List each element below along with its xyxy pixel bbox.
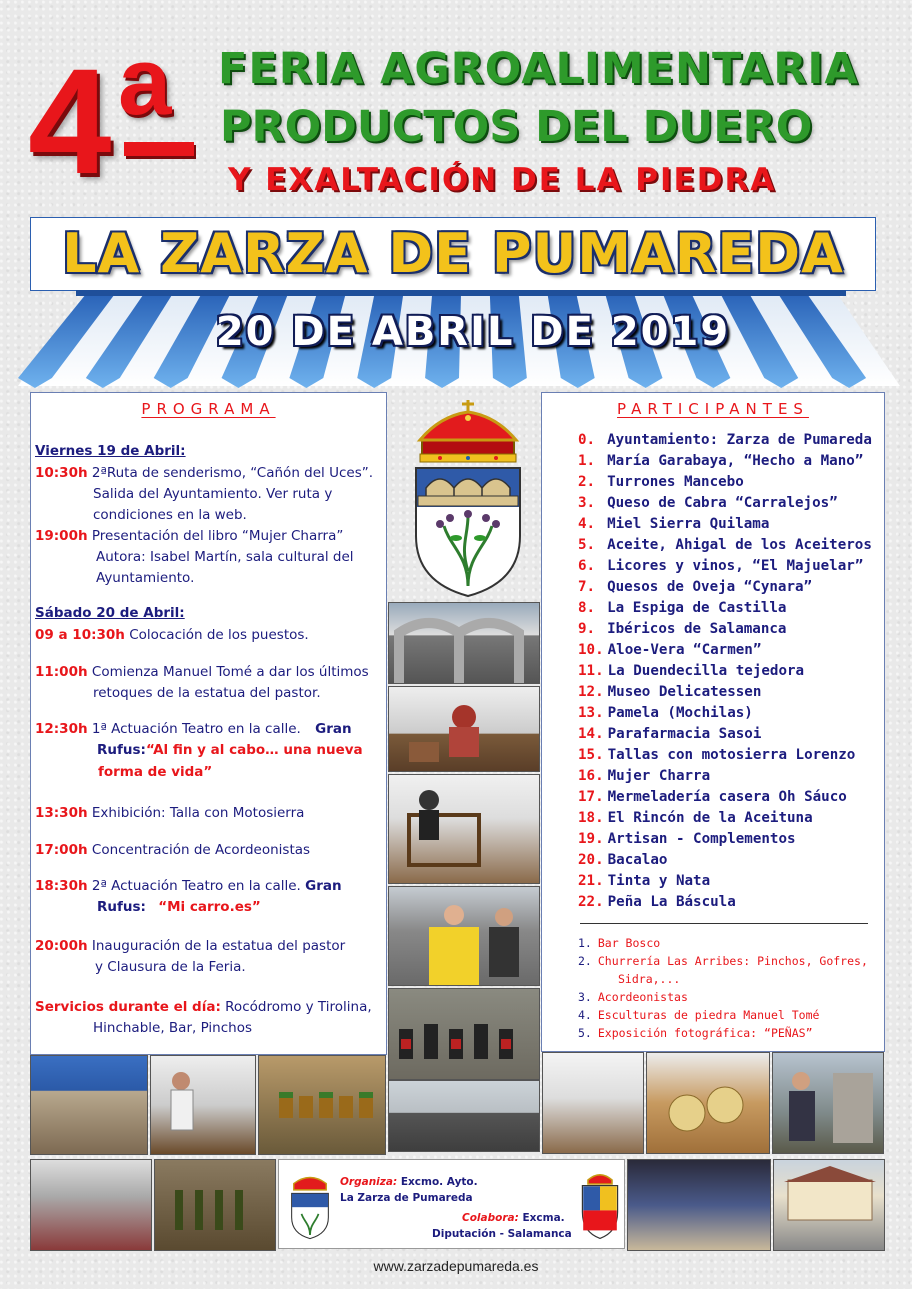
participant-number: 16. — [578, 768, 604, 784]
extra-item — [578, 988, 868, 1006]
participant-item — [578, 493, 872, 514]
colabora-line-2: Diputación - Salamanca — [432, 1228, 572, 1240]
services-line: Servicios durante el día: Rocódromo y Tirolina, — [35, 999, 372, 1015]
participant-number: 9. — [578, 621, 596, 637]
photo-sausages — [30, 1159, 152, 1251]
photo-stone-wall — [388, 1080, 540, 1152]
extra-name: Acordeonistas — [597, 990, 688, 1004]
photo-crowd-accordion — [388, 886, 540, 986]
coat-of-arms — [410, 396, 526, 600]
participant-number: 13. — [578, 705, 604, 721]
participants-list — [578, 430, 872, 913]
participant-name: Parafarmacia Sasoi — [607, 726, 762, 742]
schedule-item: 19:00h Presentación del libro “Mujer Charra” — [35, 528, 344, 544]
photo-weaving-loom — [388, 774, 540, 884]
extra-item — [578, 1006, 868, 1024]
participant-item — [578, 787, 872, 808]
schedule-item-cont: Rufus: “Mi carro.es” — [97, 899, 261, 915]
photo-stone-bridge — [388, 602, 540, 684]
photo-accordionists — [388, 988, 540, 1080]
schedule-item: 17:00h Concentración de Acordeonistas — [35, 842, 311, 858]
participant-name: Quesos de Oveja “Cynara” — [607, 579, 813, 595]
schedule-item: 18:30h 2ª Actuación Teatro en la calle. Gran — [35, 878, 342, 894]
participant-item — [578, 850, 872, 871]
participant-name: Ayuntamiento: Zarza de Pumareda — [607, 432, 872, 448]
participant-item — [578, 577, 872, 598]
saturday-heading: Sábado 20 de Abril: — [35, 605, 185, 621]
diputacion-crest-icon — [580, 1168, 620, 1240]
extra-number: 3. — [578, 990, 592, 1004]
participant-name: El Rincón de la Aceituna — [607, 810, 813, 826]
participant-item — [578, 619, 872, 640]
participant-number: 14. — [578, 726, 604, 742]
participant-number: 21. — [578, 873, 604, 889]
participant-name: La Duendecilla tejedora — [607, 663, 805, 679]
participant-item — [578, 514, 872, 535]
photo-town-hall — [773, 1159, 885, 1251]
town-name: LA ZARZA DE PUMAREDA — [62, 222, 844, 285]
participant-number: 3. — [578, 495, 596, 511]
participant-name: María Garabaya, “Hecho a Mano” — [607, 453, 864, 469]
organiza-line-2: La Zarza de Pumareda — [340, 1192, 473, 1204]
participant-name: Turrones Mancebo — [607, 474, 744, 490]
participant-name: Mujer Charra — [607, 768, 711, 784]
participant-number: 7. — [578, 579, 596, 595]
participant-item — [578, 808, 872, 829]
participant-name: Artisan - Complementos — [607, 831, 796, 847]
participant-number: 5. — [578, 537, 596, 553]
participant-name: Tallas con motosierra Lorenzo — [607, 747, 856, 763]
extra-item — [578, 952, 868, 970]
photo-oil-bottles — [154, 1159, 276, 1251]
participant-name: Pamela (Mochilas) — [607, 705, 753, 721]
extra-number: 4. — [578, 1008, 592, 1022]
friday-heading: Viernes 19 de Abril: — [35, 443, 186, 459]
title-line-2: PRODUCTOS DEL DUERO — [220, 102, 813, 152]
photo-crafts — [627, 1159, 771, 1251]
edition-number: 4 — [28, 37, 108, 205]
event-date: 20 DE ABRIL DE 2019 — [215, 309, 731, 355]
town-crest-icon — [288, 1168, 332, 1240]
ordinal-underline — [124, 142, 194, 156]
participant-item — [578, 682, 872, 703]
participant-name: Mermeladería casera Oh Sáuco — [607, 789, 847, 805]
organiza-line: Organiza: Excmo. Ayto. — [340, 1176, 478, 1188]
crown-icon — [420, 400, 516, 462]
schedule-item-cont: condiciones en la web. — [93, 507, 247, 523]
participant-name: Tinta y Nata — [607, 873, 711, 889]
participant-item — [578, 661, 872, 682]
photo-market-stall — [30, 1055, 148, 1155]
schedule-item-cont: Autora: Isabel Martín, sala cultural del — [96, 549, 354, 565]
colabora-line: Colabora: Excma. — [462, 1212, 565, 1224]
extra-number: 2. — [578, 954, 592, 968]
extra-name: Bar Bosco — [597, 936, 661, 950]
photo-jars — [258, 1055, 386, 1155]
participant-item — [578, 745, 872, 766]
participant-name: La Espiga de Castilla — [607, 600, 787, 616]
participant-name: Licores y vinos, “El Majuelar” — [607, 558, 864, 574]
photo-carver — [150, 1055, 256, 1155]
title-line-1: FERIA AGROALIMENTARIA — [218, 44, 859, 94]
participant-item — [578, 598, 872, 619]
participant-number: 4. — [578, 516, 596, 532]
participant-item — [578, 829, 872, 850]
participant-number: 0. — [578, 432, 596, 448]
participant-item — [578, 724, 872, 745]
participant-name: Museo Delicatessen — [607, 684, 762, 700]
extra-name: Churrería Las Arribes: Pinchos, Gofres, — [597, 954, 868, 968]
extra-name: Esculturas de piedra Manuel Tomé — [597, 1008, 820, 1022]
participant-item — [578, 766, 872, 787]
participant-item — [578, 556, 872, 577]
participant-number: 10. — [578, 642, 604, 658]
participantes-title: PARTICIPANTES — [617, 400, 809, 418]
schedule-item: 20:00h Inauguración de la estatua del pastor — [35, 938, 346, 954]
extra-item — [578, 934, 868, 952]
extra-name: Exposición fotográfica: “PEÑAS” — [597, 1026, 813, 1040]
participant-item — [578, 892, 872, 913]
programa-title: PROGRAMA — [141, 400, 276, 418]
participant-name: Peña La Báscula — [607, 894, 736, 910]
extra-number: 1. — [578, 936, 592, 950]
title-line-3: Y EXALTACIÓN DE LA PIEDRA — [228, 162, 777, 198]
divider — [580, 923, 868, 924]
participant-number: 22. — [578, 894, 604, 910]
participant-number: 2. — [578, 474, 596, 490]
participant-number: 1. — [578, 453, 596, 469]
schedule-item-cont: Rufus:“Al fin y al cabo… una nueva — [97, 742, 363, 758]
participant-number: 15. — [578, 747, 604, 763]
extras-list — [578, 934, 868, 1042]
participant-name: Aloe-Vera “Carmen” — [607, 642, 762, 658]
participant-item — [578, 871, 872, 892]
photo-sculptor — [772, 1052, 884, 1154]
extra-item — [578, 1024, 868, 1042]
participant-name: Queso de Cabra “Carralejos” — [607, 495, 838, 511]
schedule-item: 10:30h 2ªRuta de senderismo, “Cañón del Uces”. — [35, 465, 374, 481]
participant-number: 20. — [578, 852, 604, 868]
schedule-item: 13:30h Exhibición: Talla con Motosierra — [35, 805, 305, 821]
participant-number: 6. — [578, 558, 596, 574]
photo-cheese — [646, 1052, 770, 1154]
participant-item — [578, 451, 872, 472]
participant-number: 18. — [578, 810, 604, 826]
participant-name: Aceite, Ahigal de los Aceiteros — [607, 537, 872, 553]
participant-number: 8. — [578, 600, 596, 616]
participant-item — [578, 472, 872, 493]
participant-number: 19. — [578, 831, 604, 847]
participant-number: 17. — [578, 789, 604, 805]
photo-bottles — [542, 1052, 644, 1154]
schedule-item: 09 a 10:30h Colocación de los puestos. — [35, 627, 309, 643]
photo-pottery — [388, 686, 540, 772]
participant-number: 12. — [578, 684, 604, 700]
website-link[interactable]: www.zarzadepumareda.es — [373, 1258, 539, 1274]
schedule-item-cont: Salida del Ayuntamiento. Ver ruta y — [93, 486, 333, 502]
participant-item — [578, 535, 872, 556]
schedule-item-cont: retoques de la estatua del pastor. — [93, 685, 321, 701]
participant-name: Miel Sierra Quilama — [607, 516, 770, 532]
participant-item — [578, 640, 872, 661]
participant-number: 11. — [578, 663, 604, 679]
participant-item — [578, 703, 872, 724]
schedule-item: 12:30h 1ª Actuación Teatro en la calle. Gran — [35, 721, 352, 737]
schedule-item-cont: y Clausura de la Feria. — [95, 959, 246, 975]
participant-item — [578, 430, 872, 451]
schedule-item: 11:00h Comienza Manuel Tomé a dar los últimos — [35, 664, 369, 680]
schedule-item-cont: Ayuntamiento. — [96, 570, 195, 586]
extra-number: 5. — [578, 1026, 592, 1040]
participant-name: Ibéricos de Salamanca — [607, 621, 787, 637]
schedule-item-cont: forma de vida” — [98, 764, 213, 780]
edition-ordinal: a — [118, 28, 172, 135]
extra-item-cont: Sidra,... — [618, 972, 681, 986]
services-line-cont: Hinchable, Bar, Pinchos — [93, 1020, 253, 1036]
participant-name: Bacalao — [607, 852, 668, 868]
